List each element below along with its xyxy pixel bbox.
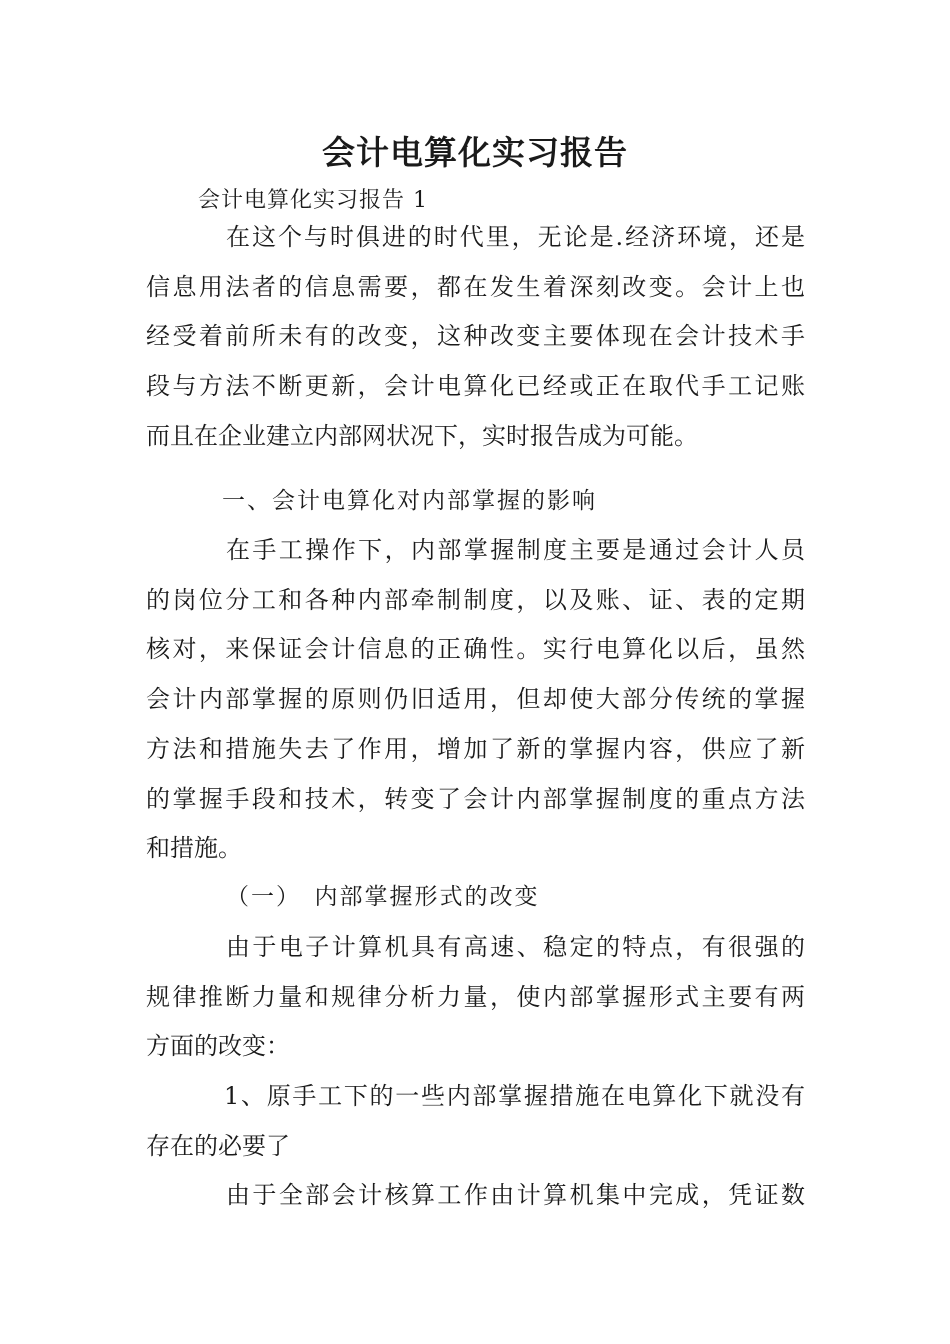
document-subtitle: 会计电算化实习报告 1: [198, 188, 428, 213]
paragraph-3-line-2: 规律推断力量和规律分析力量，使内部掌握形式主要有两: [146, 983, 805, 1011]
section-heading-2: （一） 内部掌握形式的改变: [226, 884, 540, 910]
paragraph-1-line-2: 信息用法者的信息需要，都在发生着深刻改变。会计上也: [146, 273, 805, 301]
paragraph-3-line-3: 方面的改变：: [146, 1032, 290, 1060]
section-heading-1: 一、会计电算化对内部掌握的影响: [222, 488, 597, 514]
paragraph-2-line-6: 的掌握手段和技术，转变了会计内部掌握制度的重点方法: [146, 785, 805, 813]
paragraph-1-line-5: 而且在企业建立内部网状况下，实时报告成为可能。: [146, 422, 698, 450]
paragraph-1-line-1: 在这个与时俱进的时代里，无论是.经济环境，还是: [226, 223, 805, 251]
paragraph-2-line-2: 的岗位分工和各种内部牵制制度，以及账、证、表的定期: [146, 586, 805, 614]
paragraph-2-line-3: 核对，来保证会计信息的正确性。实行电算化以后，虽然: [146, 635, 805, 663]
numbered-item-1-line-2: 存在的必要了: [146, 1132, 290, 1160]
paragraph-2-line-1: 在手工操作下，内部掌握制度主要是通过会计人员: [226, 536, 805, 564]
document-title: 会计电算化实习报告: [322, 133, 628, 172]
paragraph-3-line-1: 由于电子计算机具有高速、稳定的特点，有很强的: [226, 933, 805, 961]
paragraph-2-line-4: 会计内部掌握的原则仍旧适用，但却使大部分传统的掌握: [146, 685, 805, 713]
paragraph-4-line-1: 由于全部会计核算工作由计算机集中完成，凭证数: [226, 1181, 805, 1209]
paragraph-2-line-5: 方法和措施失去了作用，增加了新的掌握内容，供应了新: [146, 735, 805, 763]
paragraph-2-line-7: 和措施。: [146, 834, 242, 862]
paragraph-1-line-4: 段与方法不断更新，会计电算化已经或正在取代手工记账: [146, 372, 805, 400]
numbered-item-1-line-1: 1、原手工下的一些内部掌握措施在电算化下就没有: [224, 1082, 805, 1110]
paragraph-1-line-3: 经受着前所未有的改变，这种改变主要体现在会计技术手: [146, 322, 805, 350]
